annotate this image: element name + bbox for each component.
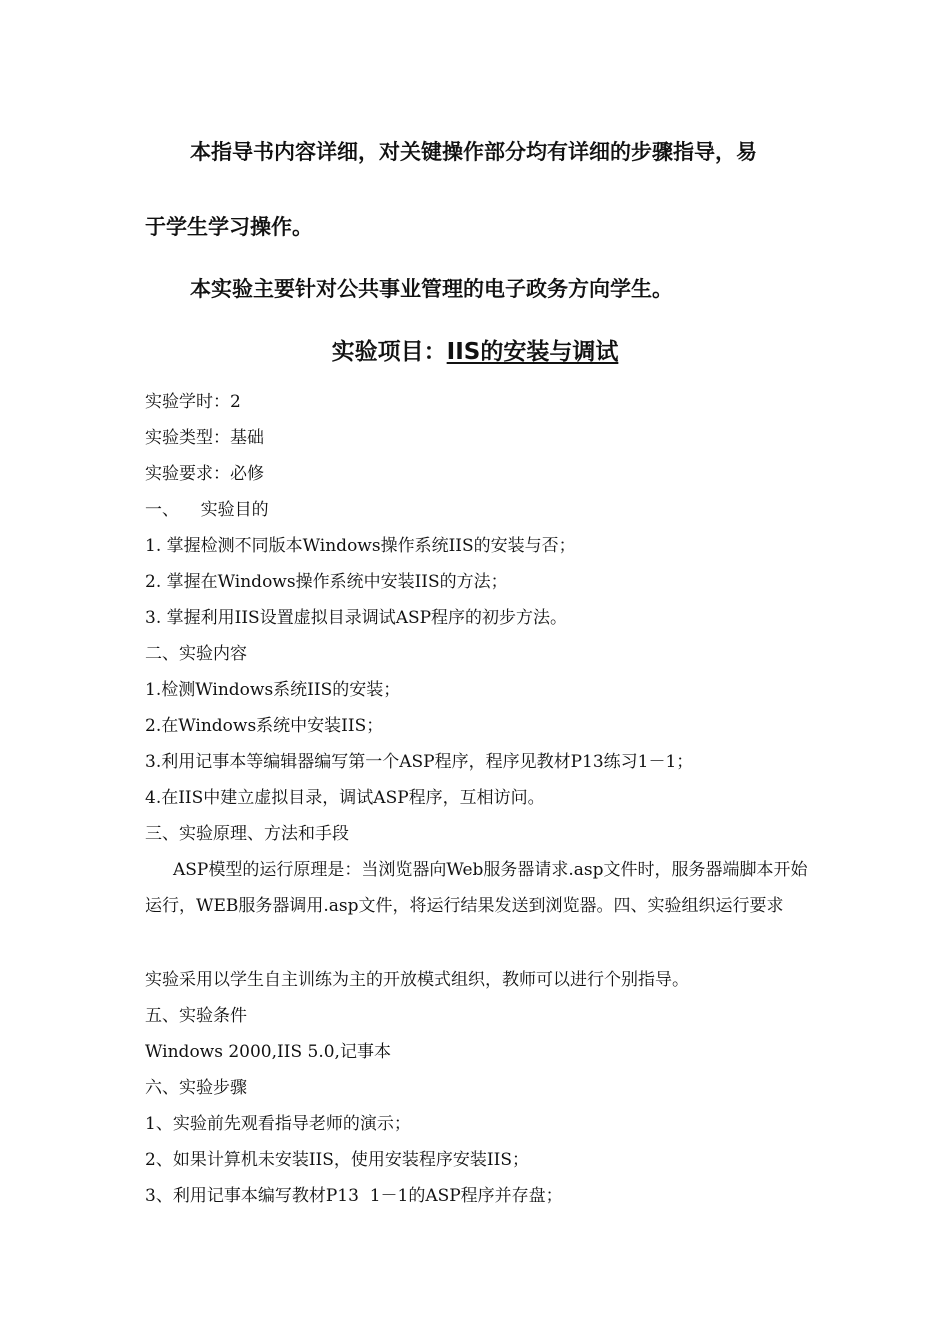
intro-line-2: 于学生学习操作。 — [145, 215, 313, 239]
section-5-heading: 五、实验条件 — [145, 1006, 247, 1026]
section-1-item: 3. 掌握利用IIS设置虚拟目录调试ASP程序的初步方法。 — [145, 608, 568, 628]
intro-line-3: 本实验主要针对公共事业管理的电子政务方向学生。 — [190, 277, 673, 301]
section-2-item: 2.在Windows系统中安装IIS； — [145, 716, 384, 736]
title-prefix: 实验项目： — [331, 339, 447, 365]
section-3-heading: 三、实验原理、方法和手段 — [145, 824, 349, 844]
section-1-item: 1. 掌握检测不同版本Windows操作系统IIS的安装与否； — [145, 536, 576, 556]
section-5-text: Windows 2000,IIS 5.0,记事本 — [145, 1042, 391, 1062]
section-1-item: 2. 掌握在Windows操作系统中安装IIS的方法； — [145, 572, 508, 592]
section-1-heading: 一、 实验目的 — [145, 500, 269, 520]
title-underlined: IIS的安装与调试 — [446, 339, 619, 365]
meta-requirement: 实验要求：必修 — [145, 464, 264, 484]
section-6-item: 1、实验前先观看指导老师的演示； — [145, 1114, 411, 1134]
section-2-item: 3.利用记事本等编辑器编写第一个ASP程序，程序见教材P13练习1－1； — [145, 752, 694, 772]
section-6-item: 2、如果计算机未安装IIS，使用安装程序安装IIS； — [145, 1150, 529, 1170]
section-3-paragraph — [145, 852, 810, 924]
intro-line-1: 本指导书内容详细，对关键操作部分均有详细的步骤指导，易 — [190, 140, 757, 164]
meta-type: 实验类型：基础 — [145, 428, 264, 448]
experiment-title — [0, 336, 950, 368]
section-2-heading: 二、实验内容 — [145, 644, 247, 664]
section-2-item: 1.检测Windows系统IIS的安装； — [145, 680, 401, 700]
section-6-heading: 六、实验步骤 — [145, 1078, 247, 1098]
section-6-item: 3、利用记事本编写教材P13 1－1的ASP程序并存盘； — [145, 1186, 563, 1206]
section-2-item: 4.在IIS中建立虚拟目录，调试ASP程序，互相访问。 — [145, 788, 545, 808]
section-3-paragraph-text: ASP模型的运行原理是：当浏览器向Web服务器请求.asp文件时，服务器端脚本开始运行，WEB服务器调用.asp文件，将运行结果发送到浏览器。四、实验组织运行要求 — [145, 860, 808, 916]
meta-hours: 实验学时：2 — [145, 392, 241, 412]
section-4-text: 实验采用以学生自主训练为主的开放模式组织，教师可以进行个别指导。 — [145, 970, 689, 990]
